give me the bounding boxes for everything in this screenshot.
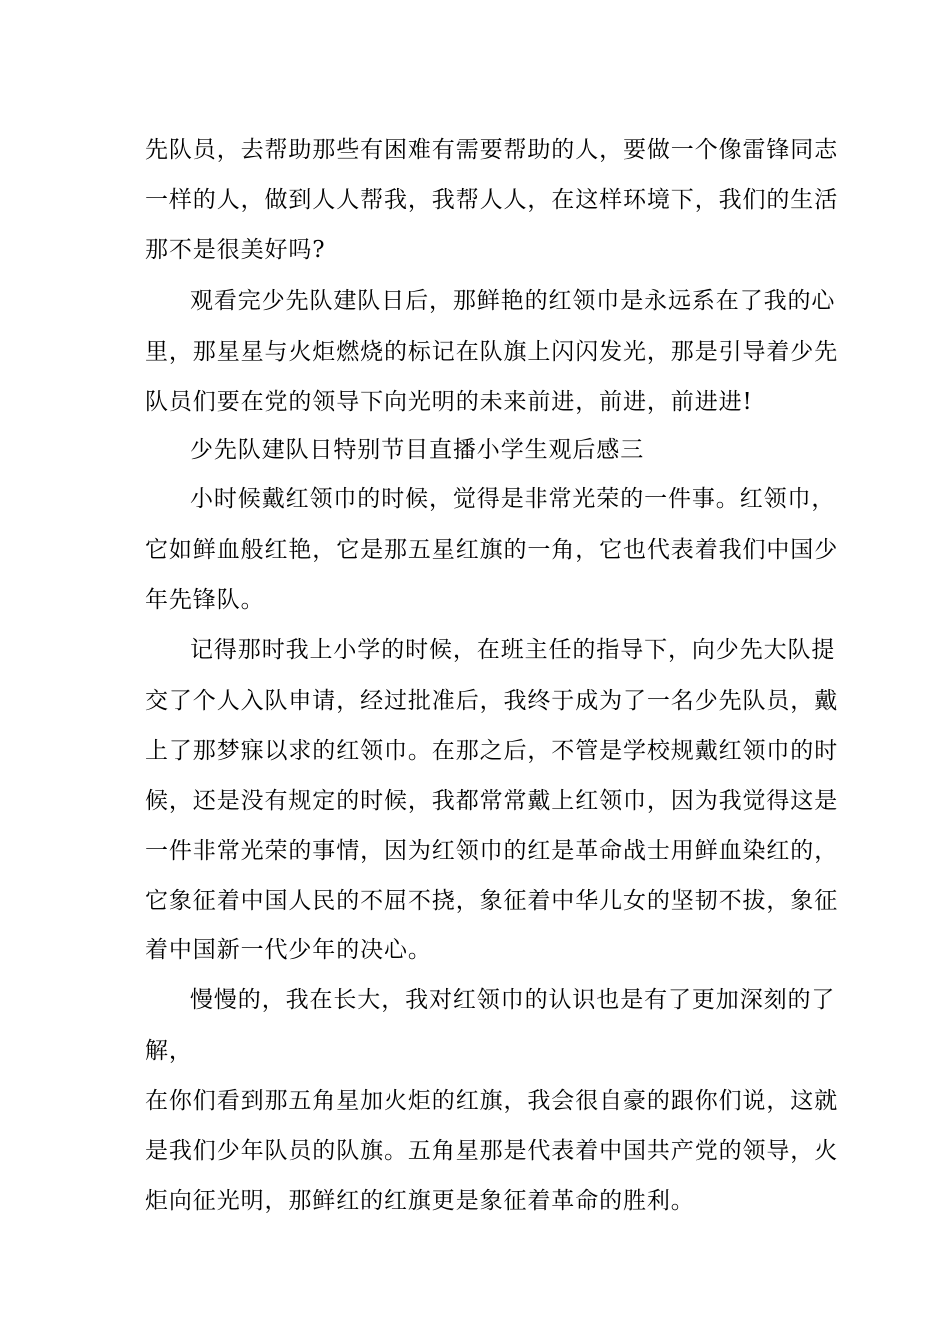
text-line: 交了个人入队申请，经过批准后，我终于成为了一名少先队员，戴 (145, 688, 839, 714)
paragraph-first-line: 记得那时我上小学的时候，在班主任的指导下，向少先大队提 (190, 637, 836, 663)
text-line: 解， (145, 1038, 193, 1064)
text-line: 一样的人，做到人人帮我，我帮人人，在这样环境下，我们的生活 (145, 187, 839, 213)
text-line: 里，那星星与火炬燃烧的标记在队旗上闪闪发光，那是引导着少先 (145, 339, 839, 365)
text-line: 队员们要在党的领导下向光明的未来前进，前进，前进进! (145, 389, 753, 415)
text-line: 在你们看到那五角星加火炬的红旗，我会很自豪的跟你们说，这就 (145, 1088, 839, 1114)
text-line: 先队员，去帮助那些有困难有需要帮助的人，要做一个像雷锋同志 (145, 137, 839, 163)
text-line: 它象征着中国人民的不屈不挠，象征着中华儿女的坚韧不拔，象征 (145, 888, 839, 914)
text-line: 它如鲜血般红艳，它是那五星红旗的一角，它也代表着我们中国少 (145, 537, 839, 563)
paragraph-first-line: 慢慢的，我在长大，我对红领巾的认识也是有了更加深刻的了 (190, 987, 836, 1013)
text-line: 是我们少年队员的队旗。五角星那是代表着中国共产党的领导，火 (145, 1138, 839, 1164)
text-line: 年先锋队。 (145, 587, 265, 613)
paragraph-first-line: 观看完少先队建队日后，那鲜艳的红领巾是永远系在了我的心 (190, 288, 836, 314)
text-line: 一件非常光荣的事情，因为红领巾的红是革命战士用鲜血染红的， (145, 838, 839, 864)
text-line: 那不是很美好吗? (145, 237, 326, 263)
text-line: 候，还是没有规定的时候，我都常常戴上红领巾，因为我觉得这是 (145, 788, 839, 814)
text-line: 炬向征光明，那鲜红的红旗更是象征着革命的胜利。 (145, 1188, 695, 1214)
text-line: 着中国新一代少年的决心。 (145, 937, 432, 963)
text-line: 上了那梦寐以求的红领巾。在那之后，不管是学校规戴红领巾的时 (145, 738, 839, 764)
section-heading: 少先队建队日特别节目直播小学生观后感三 (190, 437, 645, 463)
paragraph-first-line: 小时候戴红领巾的时候，觉得是非常光荣的一件事。红领巾， (190, 486, 836, 512)
